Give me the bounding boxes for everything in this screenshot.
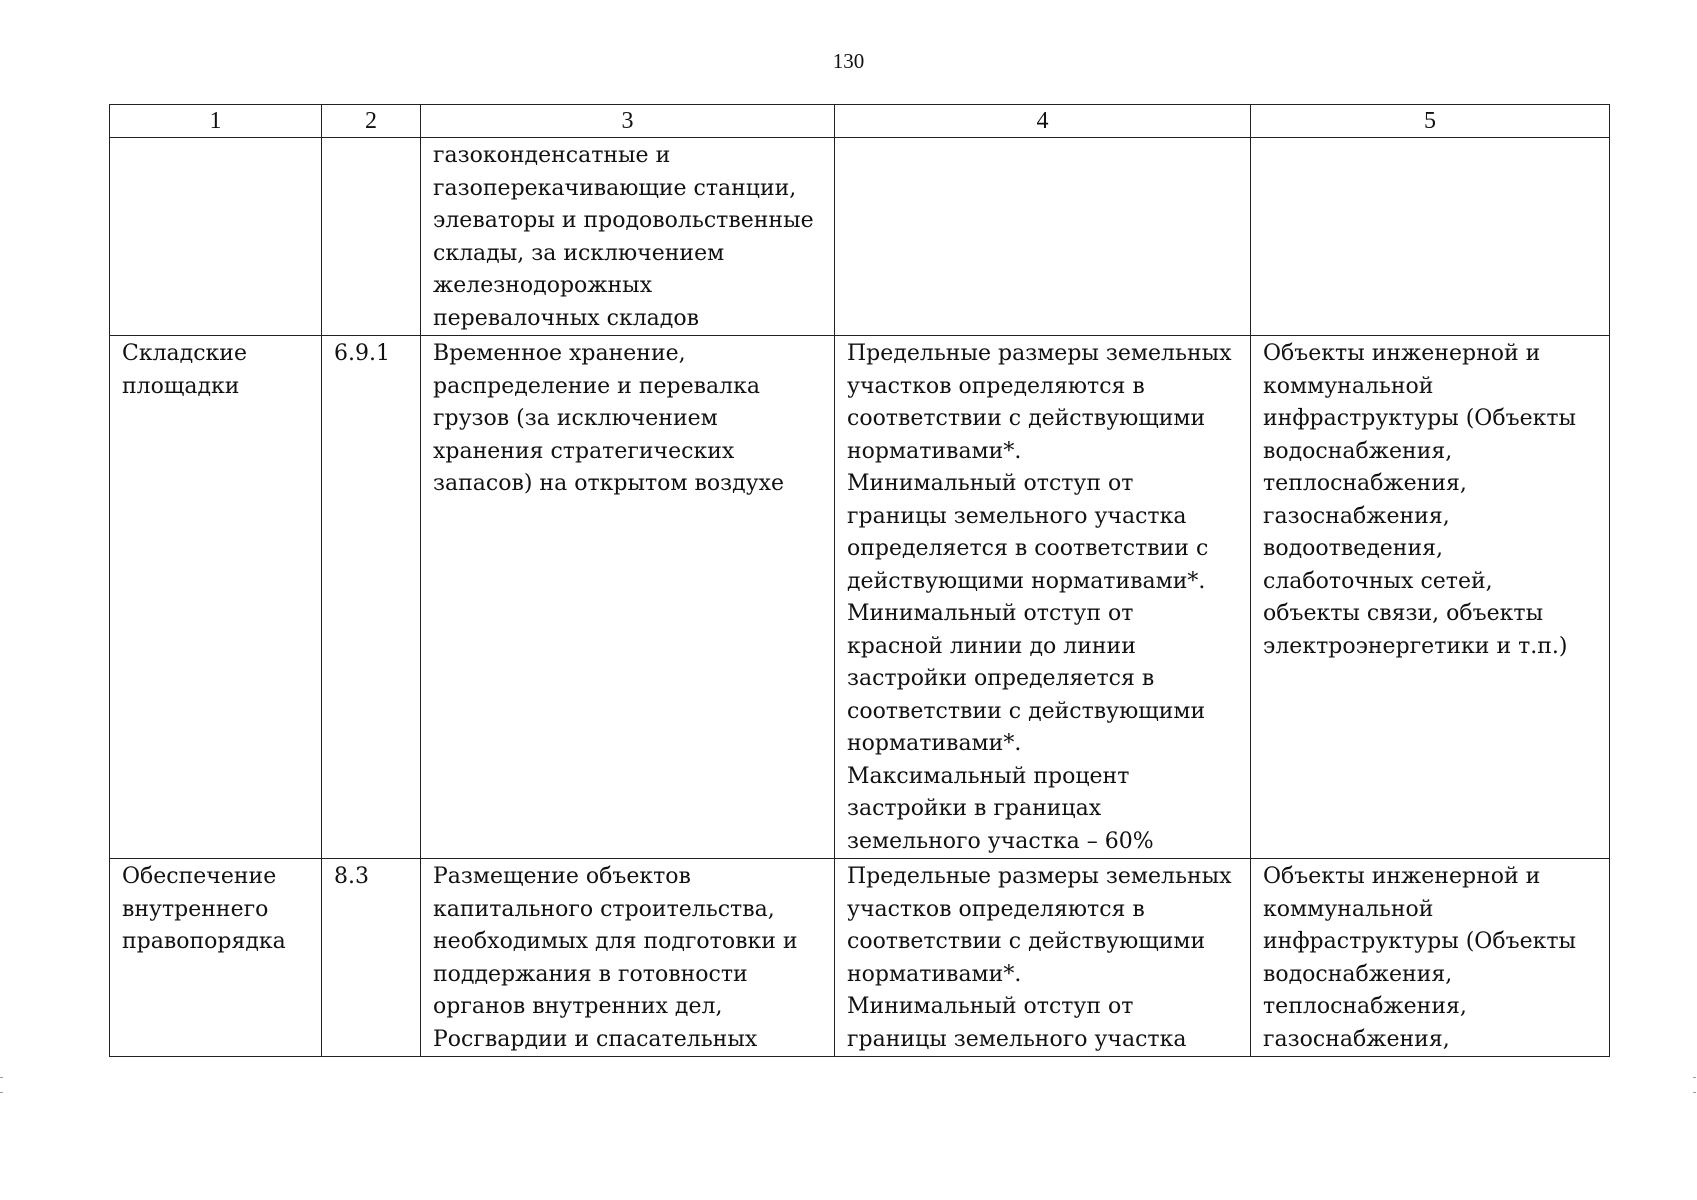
cell-text-line: участков определяются в bbox=[847, 896, 1145, 922]
cell-text-line: правопорядка bbox=[122, 929, 286, 954]
cell-parameters bbox=[835, 138, 1251, 336]
cell-text-line: поддержания в готовности bbox=[433, 961, 748, 987]
cell-parameters bbox=[835, 336, 1251, 859]
cell-text-line: теплоснабжения, bbox=[1263, 994, 1467, 1019]
cell-text-line: внутреннего bbox=[122, 896, 269, 922]
cell-text-line: действующими нормативами*. bbox=[847, 568, 1206, 594]
cell-text-line: соответствии с действующими bbox=[847, 929, 1206, 954]
cell-text-line: элеваторы и продовольственные bbox=[433, 208, 814, 233]
cell-text-line: красной линии до линии bbox=[847, 633, 1136, 659]
cell-use-description bbox=[421, 138, 835, 336]
cell-parameters bbox=[835, 859, 1251, 1057]
cell-text-line: Объекты инженерной и bbox=[1263, 341, 1541, 366]
cell-text-line: земельного участка – 60% bbox=[847, 828, 1154, 854]
cell-text-line: застройки в границах bbox=[847, 796, 1102, 821]
cell-text-line: перевалочных складов bbox=[433, 305, 699, 331]
scan-margin-mark-left bbox=[0, 1077, 3, 1093]
cell-text-line: водоснабжения, bbox=[1263, 438, 1453, 464]
cell-text-line: водоотведения, bbox=[1263, 536, 1444, 561]
cell-text-line: Минимальный отступ от bbox=[847, 471, 1134, 496]
table-row-internal-order bbox=[110, 859, 1610, 1057]
header-col-1: 1 bbox=[110, 105, 322, 138]
cell-text-line: соответствии с действующими bbox=[847, 698, 1206, 724]
cell-text-line: Складские bbox=[122, 341, 247, 366]
cell-text-line: Предельные размеры земельных bbox=[847, 341, 1232, 366]
table-row-continuation bbox=[110, 138, 1610, 336]
cell-use-description bbox=[421, 336, 835, 859]
cell-text-line: участков определяются в bbox=[847, 373, 1145, 399]
cell-text-line: хранения стратегических bbox=[433, 438, 735, 464]
cell-text-line: Размещение объектов bbox=[433, 864, 691, 889]
cell-text-line: Объекты инженерной и bbox=[1263, 864, 1541, 889]
cell-text-line: коммунальной bbox=[1263, 373, 1434, 399]
cell-text-line: инфраструктуры (Объекты bbox=[1263, 929, 1577, 954]
cell-use-type-name bbox=[110, 336, 322, 859]
cell-text-line: водоснабжения, bbox=[1263, 961, 1453, 987]
cell-text-line: газоснабжения, bbox=[1263, 1026, 1450, 1052]
cell-text-line: границы земельного участка bbox=[847, 1026, 1187, 1052]
scan-margin-mark-right bbox=[1693, 1077, 1696, 1093]
header-row bbox=[110, 105, 1610, 138]
cell-text-line: объекты связи, объекты bbox=[1263, 601, 1544, 626]
header-col-3: 3 bbox=[421, 105, 835, 138]
cell-text-line: газоснабжения, bbox=[1263, 503, 1450, 529]
cell-text-line: запасов) на открытом воздухе bbox=[433, 471, 785, 496]
cell-text-line: соответствии с действующими bbox=[847, 406, 1206, 431]
cell-use-code bbox=[322, 336, 421, 859]
cell-text-line: Предельные размеры земельных bbox=[847, 864, 1232, 889]
cell-text-line: теплоснабжения, bbox=[1263, 471, 1467, 496]
cell-text-line: Временное хранение, bbox=[433, 341, 686, 366]
cell-text-line: склады, за исключением bbox=[433, 240, 725, 266]
cell-text-line: органов внутренних дел, bbox=[433, 994, 723, 1019]
header-col-4: 4 bbox=[835, 105, 1251, 138]
header-col-2: 2 bbox=[322, 105, 421, 138]
cell-text-line: нормативами*. bbox=[847, 731, 1022, 756]
cell-text-line: определяется в соответствии с bbox=[847, 536, 1209, 561]
cell-text-line: газоконденсатные и bbox=[433, 143, 671, 168]
cell-text-line: слаботочных сетей, bbox=[1263, 568, 1493, 594]
cell-text-line: 8.3 bbox=[334, 864, 369, 889]
table-header bbox=[110, 105, 1610, 138]
cell-text-line: электроэнергетики и т.п.) bbox=[1263, 633, 1568, 659]
land-use-table bbox=[109, 104, 1610, 1057]
page-number: 130 bbox=[832, 49, 865, 73]
cell-text-line: Росгвардии и спасательных bbox=[433, 1026, 758, 1052]
cell-text-line: Минимальный отступ от bbox=[847, 994, 1134, 1019]
cell-text-line: необходимых для подготовки и bbox=[433, 929, 798, 954]
cell-text-line: коммунальной bbox=[1263, 896, 1434, 922]
cell-use-type-name bbox=[110, 138, 322, 336]
table-row-storage-sites bbox=[110, 336, 1610, 859]
cell-text-line: распределение и перевалка bbox=[433, 373, 760, 399]
table-body bbox=[110, 138, 1610, 1057]
cell-use-code bbox=[322, 859, 421, 1057]
cell-use-description bbox=[421, 859, 835, 1057]
cell-text-line: нормативами*. bbox=[847, 438, 1022, 464]
cell-text-line: капитального строительства, bbox=[433, 896, 775, 922]
cell-text-line: Обеспечение bbox=[122, 864, 277, 889]
header-col-5: 5 bbox=[1251, 105, 1610, 138]
cell-text-line: Минимальный отступ от bbox=[847, 601, 1134, 626]
cell-text-line: грузов (за исключением bbox=[433, 406, 718, 431]
cell-text-line: Максимальный процент bbox=[847, 763, 1130, 789]
cell-text-line: 6.9.1 bbox=[334, 341, 390, 366]
cell-use-type-name bbox=[110, 859, 322, 1057]
cell-text-line: газоперекачивающие станции, bbox=[433, 175, 797, 201]
cell-text-line: площадки bbox=[122, 373, 240, 399]
cell-use-code bbox=[322, 138, 421, 336]
cell-text-line: инфраструктуры (Объекты bbox=[1263, 406, 1577, 431]
cell-infrastructure bbox=[1251, 336, 1610, 859]
cell-text-line: границы земельного участка bbox=[847, 503, 1187, 529]
cell-infrastructure bbox=[1251, 859, 1610, 1057]
cell-text-line: нормативами*. bbox=[847, 961, 1022, 987]
cell-text-line: железнодорожных bbox=[433, 273, 653, 298]
cell-text-line: застройки определяется в bbox=[847, 666, 1155, 691]
cell-infrastructure bbox=[1251, 138, 1610, 336]
